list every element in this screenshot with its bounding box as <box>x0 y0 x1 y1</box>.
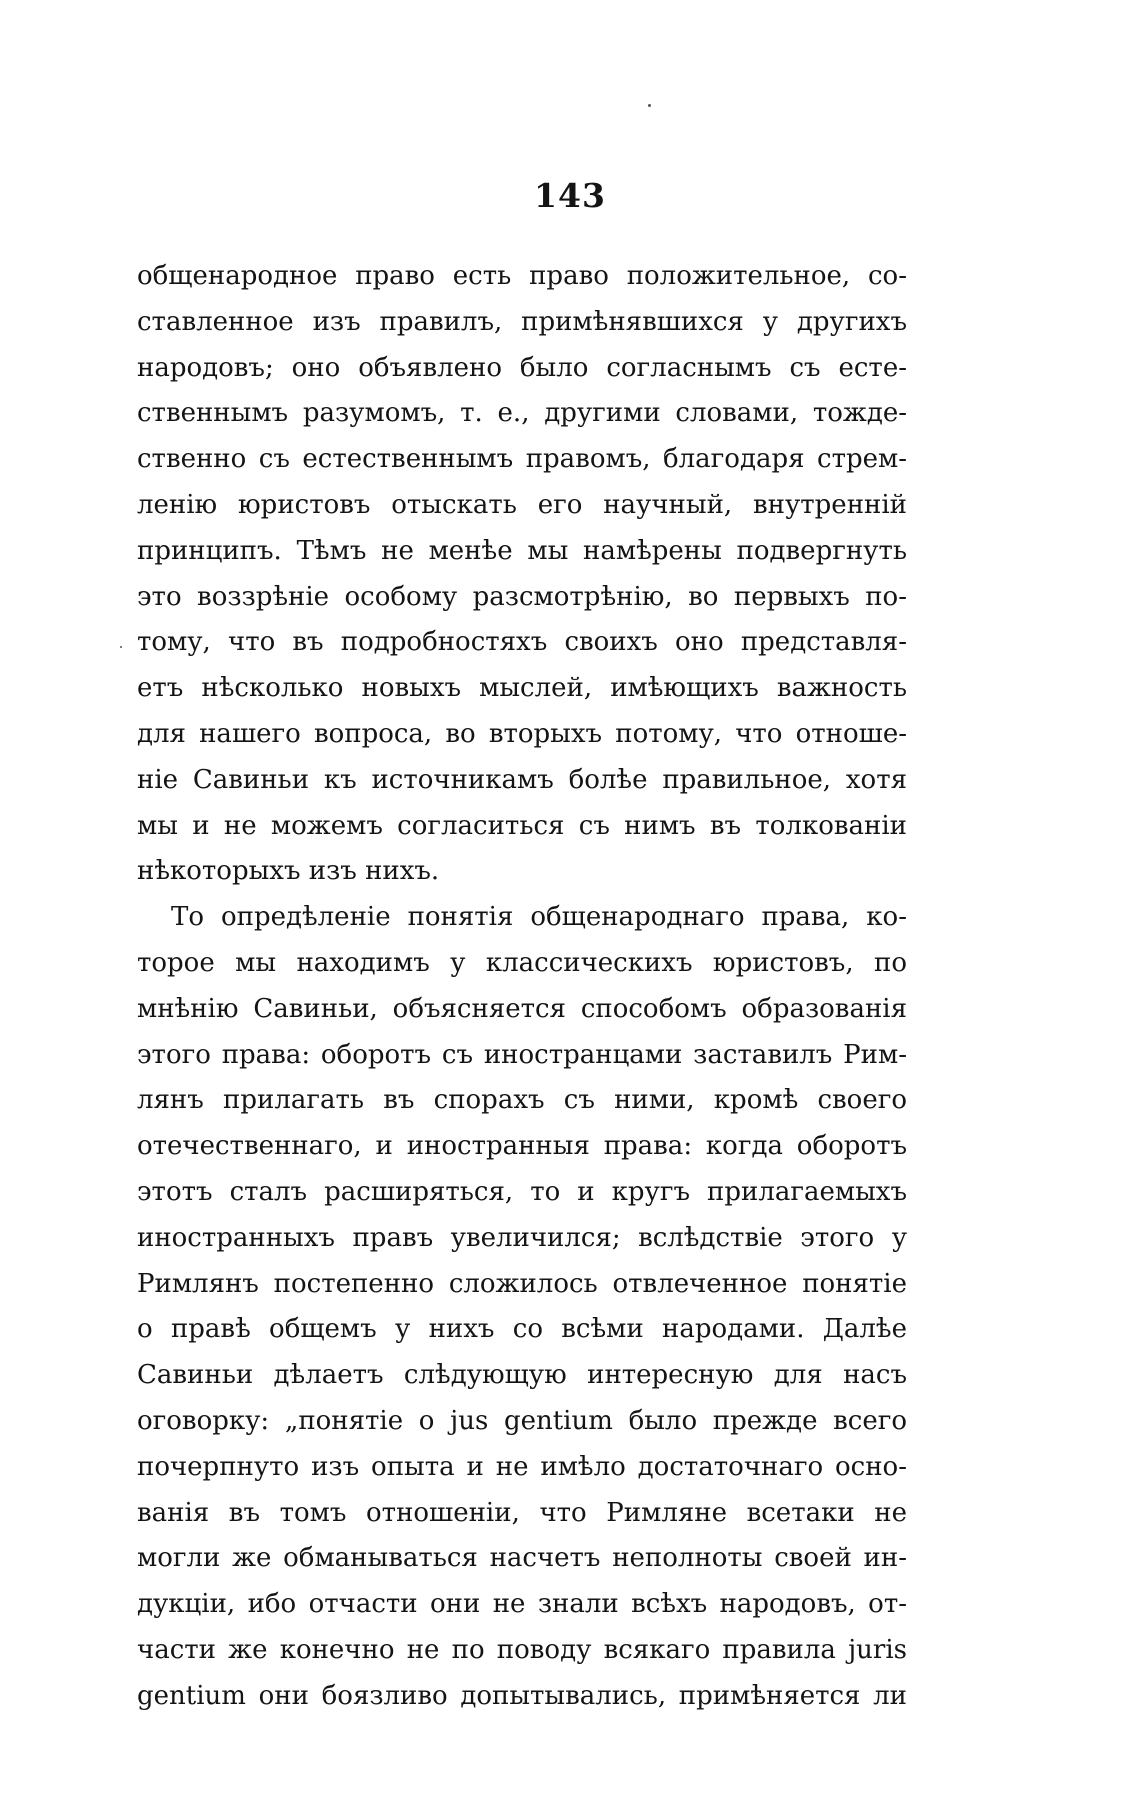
text-line: о правѣ общемъ у нихъ со всѣми народами. Далѣе <box>137 1314 907 1345</box>
text-line: части же конечно не по поводу всякаго правила juris <box>137 1634 907 1665</box>
text-line: ванія въ томъ отношеніи, что Римляне всетаки не <box>137 1497 907 1528</box>
text-line: это воззрѣніе особому разсмотрѣнію, во первыхъ по- <box>137 581 907 612</box>
text-line: торое мы находимъ у классическихъ юристовъ, по <box>137 947 907 978</box>
paper-speck <box>120 646 122 648</box>
text-line: для нашего вопроса, во вторыхъ потому, что отноше- <box>137 718 907 749</box>
text-line: ленію юристовъ отыскать его научный, внутренній <box>137 489 907 520</box>
text-line: почерпнуто изъ опыта и не имѣло достаточнаго осно- <box>137 1451 907 1482</box>
paragraph-1 <box>137 254 907 895</box>
text-line: народовъ; оно объявлено было согласнымъ съ есте- <box>137 352 907 383</box>
text-line: иностранныхъ правъ увеличился; вслѣдствіе этого у <box>137 1222 907 1253</box>
text-line: этого права: оборотъ съ иностранцами заставилъ Рим- <box>137 1039 907 1070</box>
text-line: лянъ прилагать въ спорахъ съ ними, кромѣ своего <box>137 1085 907 1116</box>
text-line: отечественнаго, и иностранныя права: когда оборотъ <box>137 1131 907 1162</box>
text-line: нѣкоторыхъ изъ нихъ. <box>137 856 440 887</box>
text-line: мы и не можемъ согласиться съ нимъ въ толкованіи <box>137 810 907 841</box>
text-line: ніе Савиньи къ источникамъ болѣе правильное, хотя <box>137 764 907 795</box>
text-line: ственно съ естественнымъ правомъ, благодаря стрем- <box>137 444 907 475</box>
paper-speck <box>648 104 651 107</box>
text-line: То опредѣленіе понятія общенароднаго права, ко- <box>171 902 907 933</box>
text-line: етъ нѣсколько новыхъ мыслей, имѣющихъ важность <box>137 673 907 704</box>
text-line: принципъ. Тѣмъ не менѣе мы намѣрены подвергнуть <box>137 535 907 566</box>
text-line: gentium они боязливо допытывались, примѣняется ли <box>137 1680 907 1711</box>
paragraph-2 <box>137 895 907 1719</box>
text-line: дукціи, ибо отчасти они не знали всѣхъ народовъ, от- <box>137 1589 907 1620</box>
text-line: тому, что въ подробностяхъ своихъ оно представля- <box>137 627 907 658</box>
text-line: оговорку: „понятіе о jus gentium было прежде всего <box>137 1405 907 1436</box>
text-line: этотъ сталъ расширяться, то и кругъ прилагаемыхъ <box>137 1176 907 1207</box>
text-line: ственнымъ разумомъ, т. е., другими словами, тожде- <box>137 398 907 429</box>
text-line: ставленное изъ правилъ, примѣнявшихся у другихъ <box>137 306 907 337</box>
text-line: Савиньи дѣлаетъ слѣдующую интересную для насъ <box>137 1360 907 1391</box>
body-text <box>137 254 907 1720</box>
page-number: 143 <box>534 176 606 215</box>
text-line: могли же обманываться насчетъ неполноты своей ин- <box>137 1543 907 1574</box>
text-line: мнѣнію Савиньи, объясняется способомъ образованія <box>137 993 907 1024</box>
text-line: общенародное право есть право положительное, со- <box>137 261 907 291</box>
text-line: Римлянъ постепенно сложилось отвлеченное понятіе <box>137 1268 907 1299</box>
